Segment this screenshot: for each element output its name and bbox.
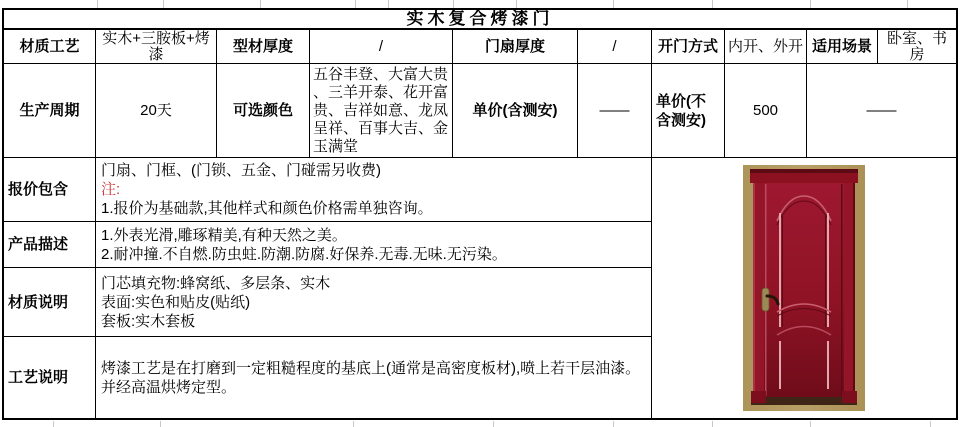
content-quote-includes bbox=[96, 158, 652, 222]
door-image bbox=[743, 165, 865, 411]
label-material-notes: 材质说明 bbox=[4, 268, 96, 337]
gridline-tick bbox=[493, 421, 494, 427]
quote-note-marker: 注: bbox=[101, 181, 121, 198]
value-production-cycle: 20天 bbox=[96, 64, 217, 158]
label-color-options: 可选颜色 bbox=[217, 64, 310, 158]
label-applicable-scene: 适用场景 bbox=[807, 30, 878, 64]
quote-line: 门扇、门框、(门锁、五金、门碰需另收费) bbox=[101, 162, 381, 179]
gridline-tick bbox=[388, 0, 389, 8]
gridline-tick bbox=[712, 421, 713, 427]
material-note-line: 表面:实色和贴皮(贴纸) bbox=[101, 293, 251, 311]
gridline-tick bbox=[712, 0, 713, 8]
gridline-tick bbox=[353, 421, 354, 427]
gridline-tick bbox=[613, 421, 614, 427]
gridline-tick bbox=[163, 0, 164, 8]
description-line: 2.耐冲撞.不自燃.防虫蛀.防潮.防腐.好保养.无毒.无味.无污染。 bbox=[101, 245, 507, 263]
gridline-tick bbox=[97, 0, 98, 8]
material-note-line: 门芯填充物:蜂窝纸、多层条、实木 bbox=[101, 274, 331, 292]
label-material-process: 材质工艺 bbox=[4, 30, 96, 64]
product-photo-cell bbox=[652, 158, 956, 418]
label-opening-method: 开门方式 bbox=[652, 30, 725, 64]
value-color-options: 五谷丰登、大富大贵、三羊开泰、花开富贵、吉祥如意、龙凤呈祥、百事大吉、金玉满堂 bbox=[310, 64, 453, 158]
label-production-cycle: 生产周期 bbox=[4, 64, 96, 158]
gridline-tick bbox=[53, 421, 54, 427]
value-price-no-install-extra: —— bbox=[807, 64, 956, 158]
content-product-description bbox=[96, 222, 652, 268]
material-note-line: 套板:实木套板 bbox=[101, 312, 196, 330]
gridline-tick bbox=[453, 0, 454, 8]
label-leaf-thickness: 门扇厚度 bbox=[453, 30, 578, 64]
quote-note-detail: 1.报价为基础款,其他样式和颜色价格需单独咨询。 bbox=[101, 200, 433, 217]
process-note-line: 烤漆工艺是在打磨到一定粗糙程度的基底上(通常是高密度板材),喷上若干层油漆。并经高温烘烤定型。 bbox=[101, 359, 641, 396]
product-spec-table bbox=[2, 8, 958, 420]
label-price-with-install: 单价(含测安) bbox=[453, 64, 578, 158]
table-title: 实木复合烤漆门 bbox=[4, 10, 956, 30]
gridline-tick bbox=[355, 0, 356, 8]
gridline-tick bbox=[516, 0, 517, 8]
label-price-no-install: 单价(不含测安) bbox=[652, 64, 725, 158]
door-handle bbox=[762, 288, 769, 311]
gridline-tick bbox=[260, 0, 261, 8]
gridline-tick bbox=[810, 0, 811, 8]
gridline-tick bbox=[930, 421, 931, 427]
gridline-tick bbox=[907, 0, 908, 8]
content-material-notes bbox=[96, 268, 652, 337]
gridline-tick bbox=[613, 0, 614, 8]
label-process-notes: 工艺说明 bbox=[4, 337, 96, 418]
value-applicable-scene: 卧室、书房 bbox=[878, 30, 956, 64]
value-opening-method: 内开、外开 bbox=[725, 30, 807, 64]
value-leaf-thickness: / bbox=[578, 30, 652, 64]
gridline-tick bbox=[810, 421, 811, 427]
label-profile-thickness: 型材厚度 bbox=[217, 30, 310, 64]
description-line: 1.外表光滑,雕琢精美,有种天然之美。 bbox=[101, 226, 347, 244]
label-quote-includes: 报价包含 bbox=[4, 158, 96, 222]
label-product-description: 产品描述 bbox=[4, 222, 96, 268]
value-price-with-install: —— bbox=[578, 64, 652, 158]
content-process-notes bbox=[96, 337, 652, 418]
value-price-no-install: 500 bbox=[725, 64, 807, 158]
gridline-tick bbox=[160, 421, 161, 427]
value-material-process: 实木+三胺板+烤漆 bbox=[96, 30, 217, 64]
value-profile-thickness: / bbox=[310, 30, 453, 64]
